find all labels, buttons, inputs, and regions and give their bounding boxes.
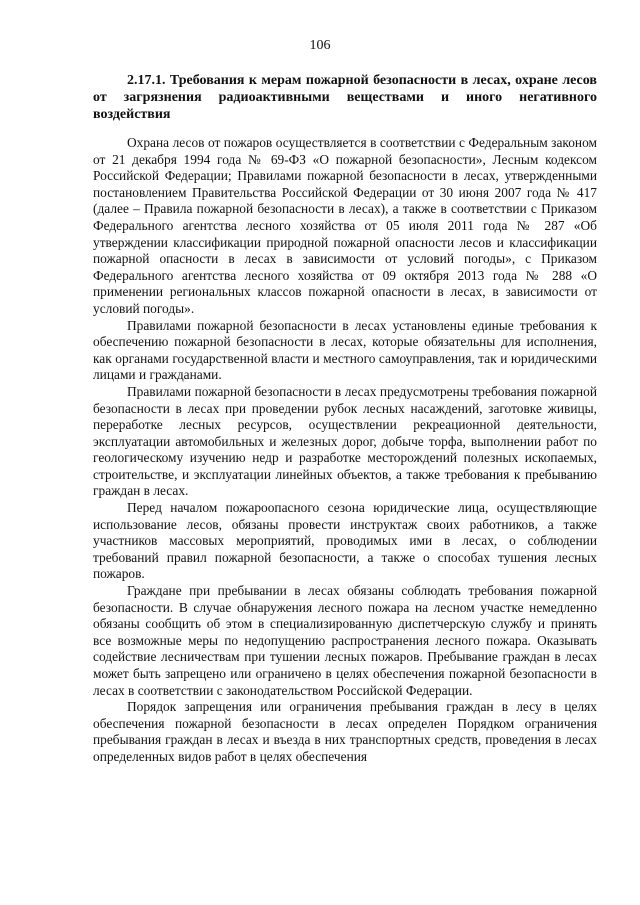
paragraph: Охрана лесов от пожаров осуществляется в соответствии с Федеральным законом от 21 декабря 1994 года № 69-ФЗ «О пожарной безопасности», Лесным кодексом Российской Федерации; Правилами пожарной безопасности в лесах, утвержденными постановлением Правительства Российской Федерации от 30 июня 2007 года № 417 (далее – Правила пожарной безопасности в лесах), а также в соответствии с Приказом Федерального агентства лесного хозяйства от 05 июля 2011 года № 287 «Об утверждении классификации природной пожарной опасности лесов и классификации пожарной опасности в лесах в зависимости от условий погоды», с Приказом Федерального агентства лесного хозяйства от 09 октября 2013 года № 288 «О применении региональных классов пожарной опасности в лесах, в зависимости от условий погоды». [93,135,597,316]
page-number: 106 [309,38,331,53]
paragraph: Перед началом пожароопасного сезона юридические лица, осуществляющие использование лесов, обязаны провести инструктаж своих работников, а также участников массовых мероприятий, проводимых ими в лесах, о соблюдении требований правил пожарной безопасности, а также о способах тушения лесных пожаров. [93,500,597,582]
paragraph: Граждане при пребывании в лесах обязаны соблюдать требования пожарной безопасности. В случае обнаружения лесного пожара на лесном участке немедленно обязаны сообщить об этом в специализированную диспетчерскую службу и принять все возможные меры по недопущению распространения лесного пожара. Оказывать содействие лесничествам при тушении лесных пожаров. Пребывание граждан в лесах может быть запрещено или ограничено в целях обеспечения пожарной безопасности в лесах в соответствии с законодательством Российской Федерации. [93,583,597,698]
page-content [93,72,597,766]
paragraph: Правилами пожарной безопасности в лесах предусмотрены требования пожарной безопасности в лесах при проведении рубок лесных насаждений, заготовке живицы, переработке лесных ресурсов, осуществлении рекреационной деятельности, эксплуатации автомобильных и железных дорог, добыче торфа, выполнении работ по геологическому изучению недр и разработке месторождений полезных ископаемых, строительстве, и эксплуатации линейных объектов, а также требования к пребыванию граждан в лесах. [93,383,597,499]
paragraph: Правилами пожарной безопасности в лесах установлены единые требования к обеспечению пожарной безопасности в лесах, которые обязательны для исполнения, как органами государственной власти и местного самоуправления, так и юридическими лицами и гражданами. [93,317,597,383]
paragraph: Порядок запрещения или ограничения пребывания граждан в лесу в целях обеспечения пожарной безопасности в лесах определен Порядком ограничения пребывания граждан в лесах и въезда в них транспортных средств, проведения в лесах определенных видов работ в целях обеспечения [93,699,597,764]
section-heading: 2.17.1. Требования к мерам пожарной безопасности в лесах, охране лесов от загрязнения радиоактивными веществами и иного негативного воздействия [93,73,597,122]
